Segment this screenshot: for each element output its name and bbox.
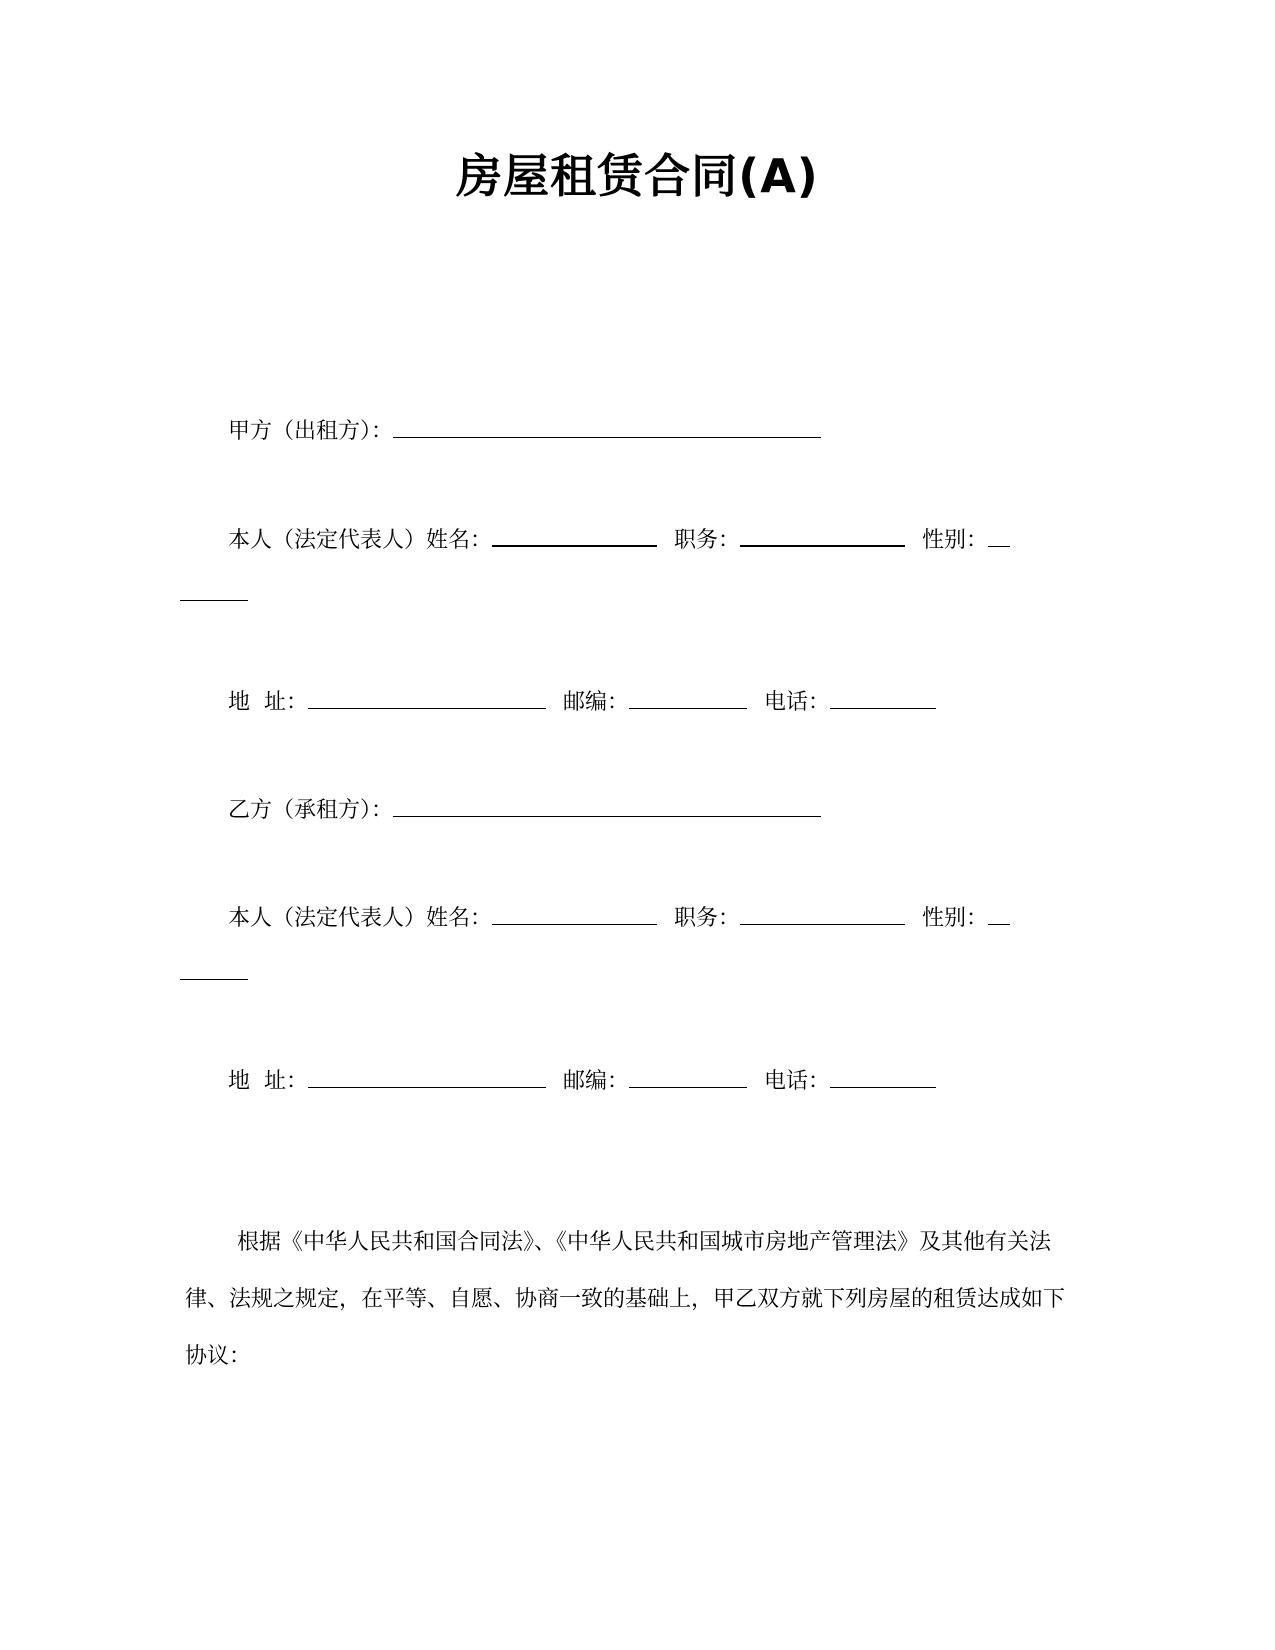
party-b-line	[228, 794, 821, 826]
party-a-position-field[interactable]	[740, 523, 905, 547]
party-a-position-label: 职务：	[674, 528, 741, 553]
party-b-postcode-label: 邮编：	[563, 1069, 630, 1094]
party-b-person-label: 本人（法定代表人）姓名：	[228, 906, 493, 931]
party-b-position-label: 职务：	[674, 906, 741, 931]
party-a-postcode-label: 邮编：	[563, 690, 630, 715]
party-a-person-label: 本人（法定代表人）姓名：	[228, 528, 493, 553]
party-a-phone-field[interactable]	[830, 686, 936, 709]
party-b-name-field[interactable]	[393, 794, 821, 817]
party-a-postcode-field[interactable]	[629, 686, 747, 709]
party-a-representative-line	[228, 523, 1010, 556]
party-a-gender-label: 性别：	[922, 528, 989, 553]
party-b-representative-line	[228, 902, 1010, 934]
party-b-phone-field[interactable]	[830, 1065, 936, 1088]
party-a-address-field[interactable]	[308, 686, 546, 709]
party-b-phone-label: 电话：	[764, 1069, 831, 1094]
party-a-address-line	[228, 686, 936, 718]
party-a-phone-label: 电话：	[764, 690, 831, 715]
party-a-person-name-field[interactable]	[492, 523, 657, 547]
party-a-gender-continuation	[180, 578, 248, 610]
party-a-line	[228, 415, 821, 447]
party-b-address-field[interactable]	[308, 1065, 546, 1088]
party-b-address-label: 地 址：	[228, 1069, 308, 1094]
party-b-person-name-field[interactable]	[492, 902, 657, 925]
party-b-postcode-field[interactable]	[629, 1065, 747, 1088]
party-b-position-field[interactable]	[740, 902, 905, 925]
party-a-gender-field[interactable]	[988, 524, 1010, 547]
party-a-label: 甲方（出租方）：	[228, 419, 394, 444]
party-b-gender-continuation	[180, 957, 248, 989]
party-b-gender-label: 性别：	[922, 906, 989, 931]
preamble-paragraph	[185, 1214, 1085, 1385]
party-b-label: 乙方（承租方）：	[228, 798, 394, 823]
party-b-gender-field[interactable]	[988, 902, 1010, 925]
party-b-gender-field-continued[interactable]	[180, 957, 248, 980]
party-b-address-line	[228, 1065, 936, 1097]
party-a-gender-field-continued[interactable]	[180, 578, 248, 601]
party-a-name-field[interactable]	[393, 415, 821, 438]
page-title: 房屋租赁合同(A)	[456, 149, 819, 203]
party-a-address-label: 地 址：	[228, 690, 308, 715]
preamble-text: 根据《中华人民共和国合同法》、《中华人民共和国城市房地产管理法》及其他有关法律、法规之规定，在平等、自愿、协商一致的基础上，甲乙双方就下列房屋的租赁达成如下协议：	[185, 1230, 1066, 1369]
